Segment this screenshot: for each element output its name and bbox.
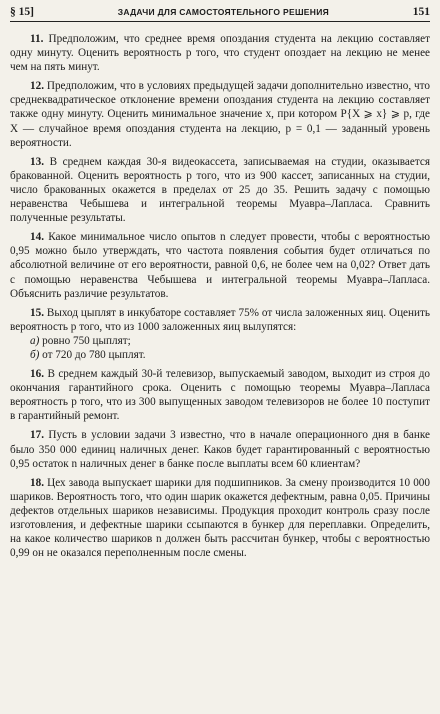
subitem-label: б)	[30, 348, 40, 361]
running-title: ЗАДАЧИ ДЛЯ САМОСТОЯТЕЛЬНОГО РЕШЕНИЯ	[117, 7, 330, 17]
problem-number: 11.	[30, 33, 44, 45]
problem-15-subitem-b	[10, 348, 430, 362]
problem-text: В среднем каждый 30-й телевизор, выпускаемый заводом, выходит из строя до окончания гарантийного срока. Оценить с помощью теоремы Муавра–Лапласа вероятность p того, что из 300 выпущенных заводом телевизоров не более 10 поступит в гарантийный ремонт.	[10, 368, 431, 423]
problem-18	[10, 476, 430, 561]
subitem-text: ровно 750 цыплят;	[42, 334, 131, 347]
problem-11	[10, 32, 430, 74]
subitem-label: а)	[30, 334, 40, 347]
problem-number: 18.	[30, 476, 44, 489]
problem-list	[10, 32, 430, 560]
problem-text: Пусть в условии задачи 3 известно, что в начале операционного дня в банке было 350 000 единиц наличных денег. Каков будет гарантированный с вероятностью 0,95 остаток n наличных денег в банке после выплаты всем 60 клиентам?	[10, 429, 431, 470]
problem-13	[10, 155, 430, 225]
problem-text: Предположим, что среднее время опоздания студента на лекцию составляет одну минуту. Оценить вероятность p того, что студент опоздает на лекцию не менее чем на пять минут.	[10, 33, 431, 74]
problem-12	[10, 79, 430, 149]
problem-17	[10, 428, 430, 470]
problem-14	[10, 230, 430, 300]
problem-text: В среднем каждая 30-я видеокассета, записываемая на студии, оказывается бракованной. Оценить вероятность p того, что из 900 кассет, записанных на студии, число бракованных окажется в пределах от 25 до 35. Решить задачу с помощью неравенства Чебышева и интегральной теоремы Муавра–Лапласа. Сравнить полученные результаты.	[10, 155, 430, 225]
page-number: 151	[412, 6, 430, 18]
problem-number: 14.	[30, 231, 44, 244]
problem-text: Какое минимальное число опытов n следует провести, чтобы с вероятностью 0,95 можно было утверждать, что частота появления события будет отличаться по абсолютной величине от его вероятности, равной 0,6, не более чем на 0,02? Ответ дать с помощью неравенства Чебышева и интегральной теоремы Муавра–Лапласа. Объяснить различие результатов.	[10, 231, 430, 300]
problem-number: 16.	[30, 368, 44, 381]
problem-text: Предположим, что в условиях предыдущей задачи дополнительно известно, что среднеквадратическое отклонение времени опоздания студента на лекцию составляет также одну минуту. Оценить минимальное значение x, при котором P{X ⩾ x} ⩾ p, где X — случайное время опоздания студента на лекцию, p = 0,1 — заданный уровень вероятности.	[10, 80, 430, 149]
problem-15-subitem-a	[10, 334, 430, 348]
problem-15	[10, 306, 430, 334]
running-header	[10, 6, 430, 22]
problem-number: 12.	[30, 80, 44, 93]
problem-text: Выход цыплят в инкубаторе составляет 75% от числа заложенных яиц. Оценить вероятность p того, что из 1000 заложенных яиц вылупятся:	[10, 306, 430, 333]
problem-number: 13.	[30, 155, 44, 168]
problem-number: 15.	[30, 306, 44, 319]
problem-number: 17.	[30, 429, 44, 442]
subitem-text: от 720 до 780 цыплят.	[42, 348, 146, 361]
problem-text: Цех завода выпускает шарики для подшипников. За смену производится 10 000 шариков. Вероятность того, что один шарик окажется дефектным, равна 0,05. Причины дефектов отдельных шариков независимы. Продукция проходит контроль сразу после изготовления, и дефектные шарики ссыпаются в бункер для переплавки. Определить, на какое количество шариков n должен быть рассчитан бункер, чтобы с вероятностью 0,99 он не оказался переполненным после смены.	[10, 476, 430, 560]
problem-16	[10, 367, 430, 423]
section-marker: § 15]	[10, 6, 34, 18]
